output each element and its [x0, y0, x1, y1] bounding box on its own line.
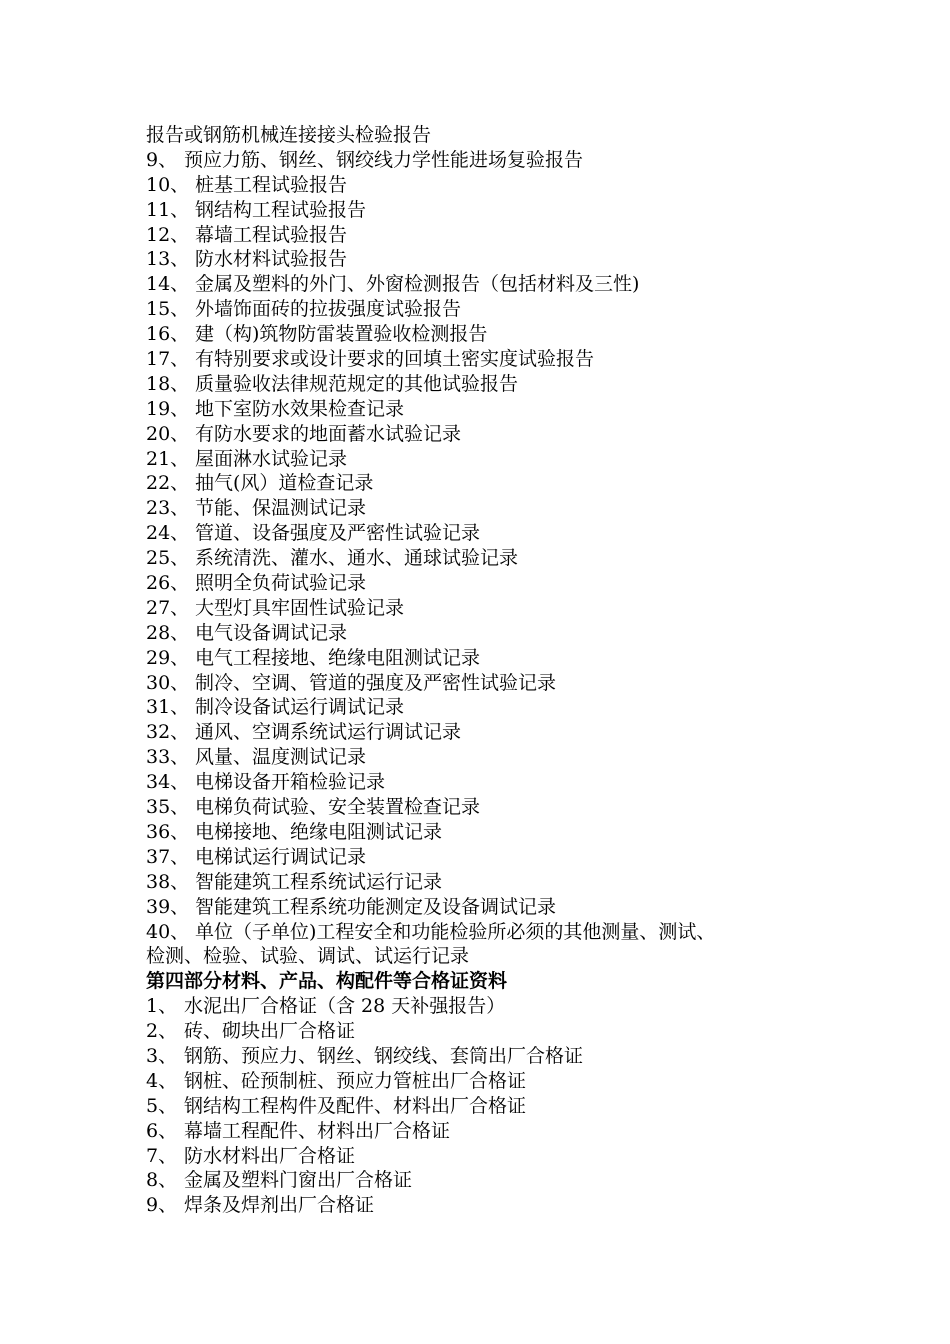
- list-item-text: 屋面淋水试验记录: [195, 447, 348, 470]
- list-item-text: 电梯设备开箱检验记录: [195, 771, 386, 794]
- list-item-number: 19、: [146, 397, 190, 420]
- list-item-text: 系统清洗、灌水、通水、通球试验记录: [195, 547, 519, 570]
- list-item-number: 14、: [146, 273, 190, 296]
- part4-heading: 第四部分材料、产品、构配件等合格证资料: [146, 970, 508, 993]
- list-item-number: 6、: [146, 1119, 178, 1142]
- list-item-text: 焊条及焊剂出厂合格证: [184, 1194, 375, 1217]
- list-item: [146, 198, 846, 223]
- list-item-number: 17、: [146, 348, 190, 371]
- list-item-text: 智能建筑工程系统试运行记录: [195, 870, 443, 893]
- list-item-number: 25、: [146, 547, 190, 570]
- list-item-number: 22、: [146, 472, 190, 495]
- list-item-text: 钢桩、砼预制桩、预应力管桩出厂合格证: [184, 1069, 527, 1092]
- list-item-number: 10、: [146, 173, 190, 196]
- list-item: [146, 1019, 846, 1044]
- list-item-text: 电梯接地、绝缘电阻测试记录: [195, 820, 443, 843]
- list-item-text: 质量验收法律规范规定的其他试验报告: [195, 372, 519, 395]
- list-item-number: 29、: [146, 646, 190, 669]
- list-item: [146, 770, 846, 795]
- list-item-text: 节能、保温测试记录: [195, 497, 367, 520]
- list-item-number: 36、: [146, 820, 190, 843]
- list-item-number: 4、: [146, 1069, 178, 1092]
- list-item: [146, 870, 846, 895]
- list-item: [146, 148, 846, 173]
- list-item-text: 大型灯具牢固性试验记录: [195, 596, 405, 619]
- list-item-number: 9、: [146, 1194, 178, 1217]
- list-item-number: 3、: [146, 1044, 178, 1067]
- list-item-text: 制冷、空调、管道的强度及严密性试验记录: [195, 671, 557, 694]
- list-item-number: 11、: [146, 198, 190, 221]
- list-item-number: 2、: [146, 1020, 178, 1043]
- list-item-text: 风量、温度测试记录: [195, 746, 367, 769]
- list-item: [146, 845, 846, 870]
- list-item: [146, 347, 846, 372]
- list-item: [146, 571, 846, 596]
- list-item: [146, 920, 846, 945]
- list-item-number: 34、: [146, 771, 190, 794]
- list-item-text: 电气设备调试记录: [195, 621, 348, 644]
- list-item: [146, 447, 846, 472]
- list-item-number: 9、: [146, 148, 178, 171]
- list-item-text: 钢结构工程试验报告: [195, 198, 367, 221]
- list-item-text: 预应力筋、钢丝、钢绞线力学性能进场复验报告: [184, 148, 584, 171]
- continuation-line: 检测、检验、试验、调试、试运行记录: [146, 945, 470, 968]
- list-item-number: 18、: [146, 372, 190, 395]
- list-item-text: 制冷设备试运行调试记录: [195, 696, 405, 719]
- list-item-text: 有防水要求的地面蓄水试验记录: [195, 422, 462, 445]
- document-page: [146, 123, 846, 1218]
- list-item-number: 7、: [146, 1144, 178, 1167]
- list-item: [146, 272, 846, 297]
- list-item: [146, 1119, 846, 1144]
- list-item-number: 38、: [146, 870, 190, 893]
- list-item-text: 幕墙工程试验报告: [195, 223, 348, 246]
- list-item-number: 40、: [146, 920, 190, 943]
- list-item-number: 12、: [146, 223, 190, 246]
- list-item-number: 1、: [146, 995, 178, 1018]
- list-item: [146, 297, 846, 322]
- list-item: [146, 397, 846, 422]
- list-item-number: 35、: [146, 796, 190, 819]
- list-item: [146, 521, 846, 546]
- list-item: [146, 720, 846, 745]
- list-item: [146, 322, 846, 347]
- lead-line: 报告或钢筋机械连接接头检验报告: [146, 124, 432, 146]
- list-item-text: 幕墙工程配件、材料出厂合格证: [184, 1119, 451, 1142]
- list-item-number: 5、: [146, 1094, 178, 1117]
- list-item-text: 有特别要求或设计要求的回填土密实度试验报告: [195, 348, 595, 371]
- list-item-text: 抽气(风）道检查记录: [195, 472, 374, 495]
- list-item: [146, 1094, 846, 1119]
- list-item-number: 8、: [146, 1169, 178, 1192]
- list-item-number: 21、: [146, 447, 190, 470]
- list-item-number: 28、: [146, 621, 190, 644]
- list-item-number: 30、: [146, 671, 190, 694]
- list-item-number: 31、: [146, 696, 190, 719]
- list-item: [146, 247, 846, 272]
- list-item: [146, 1069, 846, 1094]
- list-item-number: 26、: [146, 572, 190, 595]
- list-item: [146, 994, 846, 1019]
- list-item-number: 16、: [146, 323, 190, 346]
- list-item: [146, 646, 846, 671]
- list-item-text: 地下室防水效果检查记录: [195, 397, 405, 420]
- list-item-text: 电气工程接地、绝缘电阻测试记录: [195, 646, 481, 669]
- list-item-text: 外墙饰面砖的拉拔强度试验报告: [195, 298, 462, 321]
- list-item-text: 单位（子单位)工程安全和功能检验所必须的其他测量、测试、: [195, 920, 716, 943]
- list-item-text: 桩基工程试验报告: [195, 173, 348, 196]
- list-item: [146, 1144, 846, 1169]
- list-item-text: 照明全负荷试验记录: [195, 572, 367, 595]
- list-item-text: 通风、空调系统试运行调试记录: [195, 721, 462, 744]
- list-item: [146, 372, 846, 397]
- list-item: [146, 895, 846, 920]
- list-item: [146, 671, 846, 696]
- list-item-text: 防水材料试验报告: [195, 248, 348, 271]
- list-item-number: 27、: [146, 596, 190, 619]
- list-item: [146, 596, 846, 621]
- list-item-text: 金属及塑料的外门、外窗检测报告（包括材料及三性): [195, 273, 640, 296]
- list-item: [146, 621, 846, 646]
- list-item-number: 20、: [146, 422, 190, 445]
- list-item-text: 电梯负荷试验、安全装置检查记录: [195, 796, 481, 819]
- list-item-number: 37、: [146, 845, 190, 868]
- list-item: [146, 496, 846, 521]
- list-item: [146, 471, 846, 496]
- list-item: [146, 1044, 846, 1069]
- list-item-text: 智能建筑工程系统功能测定及设备调试记录: [195, 895, 557, 918]
- list-item-text: 水泥出厂合格证（含 28 天补强报告）: [184, 995, 506, 1018]
- list-item-number: 24、: [146, 522, 190, 545]
- list-item: [146, 223, 846, 248]
- list-item-text: 管道、设备强度及严密性试验记录: [195, 522, 481, 545]
- list-item: [146, 820, 846, 845]
- list-item-text: 电梯试运行调试记录: [195, 845, 367, 868]
- list-item: [146, 173, 846, 198]
- part3-list: [146, 148, 846, 945]
- list-item-text: 砖、砌块出厂合格证: [184, 1020, 356, 1043]
- list-item: [146, 1168, 846, 1193]
- part4-list: [146, 994, 846, 1218]
- list-item-number: 13、: [146, 248, 190, 271]
- list-item-number: 15、: [146, 298, 190, 321]
- list-item: [146, 1193, 846, 1218]
- list-item-text: 建（构)筑物防雷装置验收检测报告: [195, 323, 488, 346]
- list-item-text: 钢筋、预应力、钢丝、钢绞线、套筒出厂合格证: [184, 1044, 584, 1067]
- list-item: [146, 422, 846, 447]
- list-item-number: 39、: [146, 895, 190, 918]
- list-item-number: 32、: [146, 721, 190, 744]
- list-item-text: 钢结构工程构件及配件、材料出厂合格证: [184, 1094, 527, 1117]
- list-item-text: 金属及塑料门窗出厂合格证: [184, 1169, 413, 1192]
- list-item-text: 防水材料出厂合格证: [184, 1144, 356, 1167]
- list-item: [146, 695, 846, 720]
- list-item-number: 23、: [146, 497, 190, 520]
- list-item: [146, 546, 846, 571]
- list-item: [146, 745, 846, 770]
- list-item-number: 33、: [146, 746, 190, 769]
- list-item: [146, 795, 846, 820]
